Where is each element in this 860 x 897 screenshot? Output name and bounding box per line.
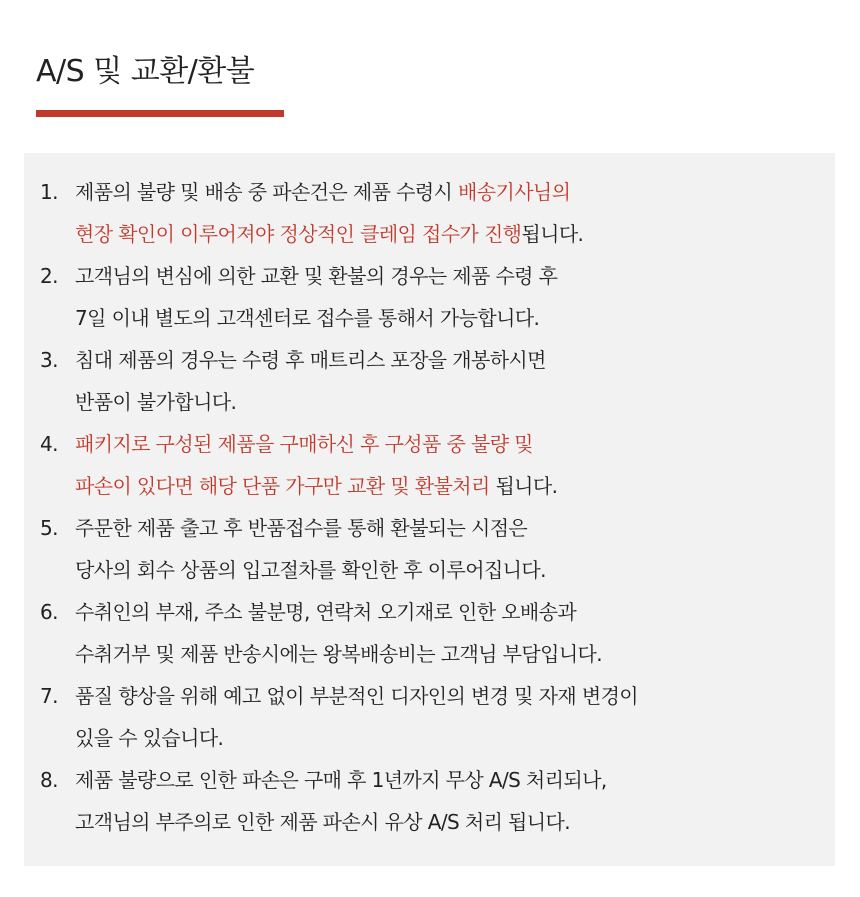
highlighted-text: 파손이 있다면 해당 단품 가구만 교환 및 환불처리 [75,474,490,498]
highlighted-text: 배송기사님의 [458,180,571,204]
policy-item-line [75,171,820,213]
policy-item-number: 8. [40,768,58,792]
policy-item-text [75,591,820,675]
text-segment: 고객님의 변심에 의한 교환 및 환불의 경우는 제품 수령 후 [75,264,558,288]
policy-item-number: 6. [40,600,58,624]
policy-item-number: 4. [40,432,58,456]
policy-item-text [75,507,820,591]
policy-item-line [75,465,820,507]
text-segment: 반품이 불가합니다. [75,390,237,414]
policy-item [40,759,820,843]
policy-item [40,591,820,675]
policy-item-text [75,339,820,423]
text-segment: 수취인의 부재, 주소 불분명, 연락처 오기재로 인한 오배송과 [75,600,577,624]
highlighted-text: 패키지로 구성된 제품을 구매하신 후 구성품 중 불량 및 [75,432,533,456]
policy-item [40,423,820,507]
text-segment: 주문한 제품 출고 후 반품접수를 통해 환불되는 시점은 [75,516,528,540]
policy-item-line [75,549,820,591]
policy-item-text [75,255,820,339]
highlighted-text: 현장 확인이 이루어져야 정상적인 클레임 접수가 진행 [75,222,522,246]
policy-item-text [75,759,820,843]
policy-item-text [75,423,820,507]
policy-item-line [75,381,820,423]
text-segment: 있을 수 있습니다. [75,726,224,750]
policy-item-line [75,339,820,381]
policy-item-line [75,297,820,339]
policy-item [40,255,820,339]
text-segment: 제품 불량으로 인한 파손은 구매 후 1년까지 무상 A/S 처리되나, [75,768,607,792]
policy-item [40,339,820,423]
policy-item [40,171,820,255]
policy-item-text [75,171,820,255]
text-segment: 됩니다. [489,474,558,498]
policy-item-number: 1. [40,180,58,204]
policy-item-line [75,591,820,633]
policy-item-line [75,633,820,675]
text-segment: 품질 향상을 위해 예고 없이 부분적인 디자인의 변경 및 자재 변경이 [75,684,639,708]
policy-item-number: 7. [40,684,58,708]
text-segment: 됩니다. [521,222,584,246]
policy-item [40,675,820,759]
policy-list [40,171,820,843]
policy-item-line [75,759,820,801]
policy-item-line [75,507,820,549]
policy-item-text [75,675,820,759]
policy-item [40,507,820,591]
text-segment: 수취거부 및 제품 반송시에는 왕복배송비는 고객님 부담입니다. [75,642,603,666]
policy-item-line [75,717,820,759]
text-segment: 당사의 회수 상품의 입고절차를 확인한 후 이루어집니다. [75,558,546,582]
text-segment: 7일 이내 별도의 고객센터로 접수를 통해서 가능합니다. [75,306,540,330]
policy-item-line [75,213,820,255]
policy-item-line [75,255,820,297]
text-segment: 침대 제품의 경우는 수령 후 매트리스 포장을 개봉하시면 [75,348,546,372]
page-title: A/S 및 교환/환불 [36,54,255,89]
policy-item-number: 3. [40,348,58,372]
policy-item-line [75,801,820,843]
title-underline [36,110,284,117]
policy-item-number: 5. [40,516,58,540]
policy-item-line [75,675,820,717]
text-segment: 제품의 불량 및 배송 중 파손건은 제품 수령시 [75,180,459,204]
policy-item-line [75,423,820,465]
text-segment: 고객님의 부주의로 인한 제품 파손시 유상 A/S 처리 됩니다. [75,810,570,834]
policy-item-number: 2. [40,264,58,288]
